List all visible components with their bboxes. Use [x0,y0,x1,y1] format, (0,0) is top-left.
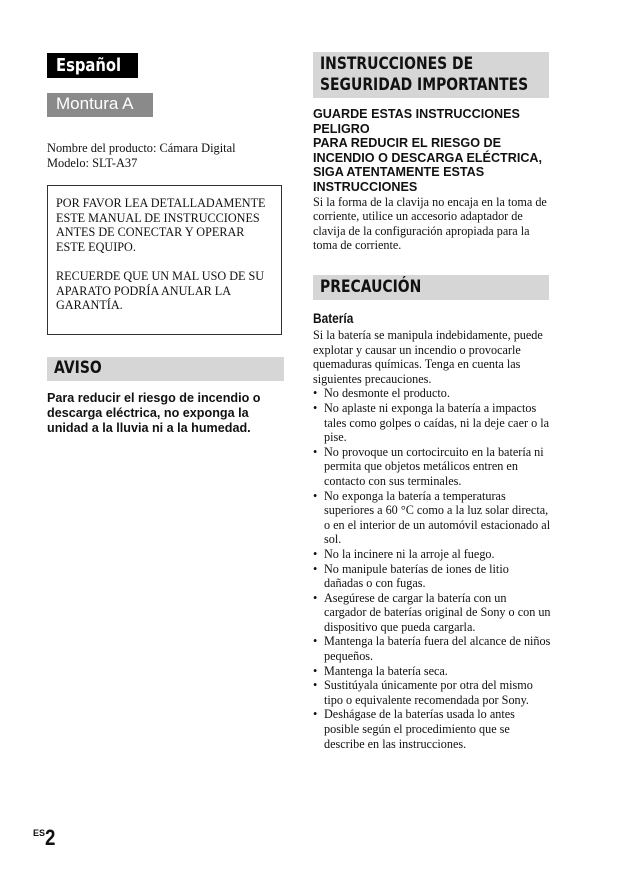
page-lang-code: ES [33,828,46,838]
caution-title: PRECAUCIÓN [320,277,422,297]
product-info [47,141,287,171]
aviso-title: AVISO [54,358,102,378]
safety-header [313,52,549,98]
list-item: • No manipule baterías de iones de litio dañadas o con fugas. [313,562,551,591]
product-name: Nombre del producto: Cámara Digital [47,141,236,155]
list-item: • Deshágase de la baterías usada lo antes posible según el procedimiento que se describe en las instrucciones. [313,707,551,751]
language-label [47,53,138,78]
save-instructions: GUARDE ESTAS INSTRUCCIONES [313,107,520,121]
list-item: • No aplaste ni exponga la batería a impactos tales como golpes o caídas, ni la deje caer o la pise. [313,401,551,445]
product-model: Modelo: SLT-A37 [47,156,138,170]
aviso-header [47,357,284,381]
list-item: • Sustitúyala únicamente por otra del mismo tipo o equivalente recomendada por Sony. [313,678,551,707]
mount-label-text: Montura A [56,94,134,113]
mount-label [47,93,153,117]
list-item: • No desmonte el producto. [313,386,551,401]
aviso-text: Para reducir el riesgo de incendio o descarga eléctrica, no exponga la unidad a la lluvia ni a la humedad. [47,391,261,435]
danger-text: PARA REDUCIR EL RIESGO DE INCENDIO O DESCARGA ELÉCTRICA, SIGA ATENTAMENTE ESTAS INSTRUCCIONES [313,136,543,194]
list-item: • Asegúrese de cargar la batería con un cargador de baterías original de Sony o con un dispositivo que pueda cargarla. [313,591,551,635]
battery-heading: Batería [313,310,354,326]
notice-box [47,185,282,335]
danger-heading: PELIGRO [313,121,370,136]
page-number-value: 2 [45,825,56,850]
battery-list [313,386,551,751]
list-item: • No provoque un cortocircuito en la batería ni permita que objetos metálicos entren en contacto con sus terminales. [313,445,551,489]
battery-section [313,328,551,751]
notice-warranty: RECUERDE QUE UN MAL USO DE SU APARATO PODRÍA ANULAR LA GARANTÍA. [56,268,265,313]
caution-header [313,275,549,300]
plug-text: Si la forma de la clavija no encaja en la toma de corriente, utilice un accesorio adaptador de clavija de la configuración apropiada para la toma de corriente. [313,194,547,253]
safety-section [313,107,551,253]
safety-title-line-2: SEGURIDAD IMPORTANTES [320,75,529,95]
list-item: • Mantenga la batería seca. [313,664,551,679]
list-item: • No la incinere ni la arroje al fuego. [313,547,551,562]
battery-intro: Si la batería se manipula indebidamente, puede explotar y causar un incendio o provocarle quemaduras químicas. Tenga en cuenta las siguientes precauciones. [313,328,543,386]
safety-title-line-1: INSTRUCCIONES DE [320,54,474,74]
list-item: • Mantenga la batería fuera del alcance de niños pequeños. [313,634,551,663]
notice-read-manual: POR FAVOR LEA DETALLADAMENTE ESTE MANUAL DE INSTRUCCIONES ANTES DE CONECTAR Y OPERAR ESTE EQUIPO. [56,196,266,254]
list-item: • No exponga la batería a temperaturas superiores a 60 °C como a la luz solar directa, o en el interior de un automóvil estacionado al sol. [313,489,551,547]
language-label-text: Español [56,55,122,76]
